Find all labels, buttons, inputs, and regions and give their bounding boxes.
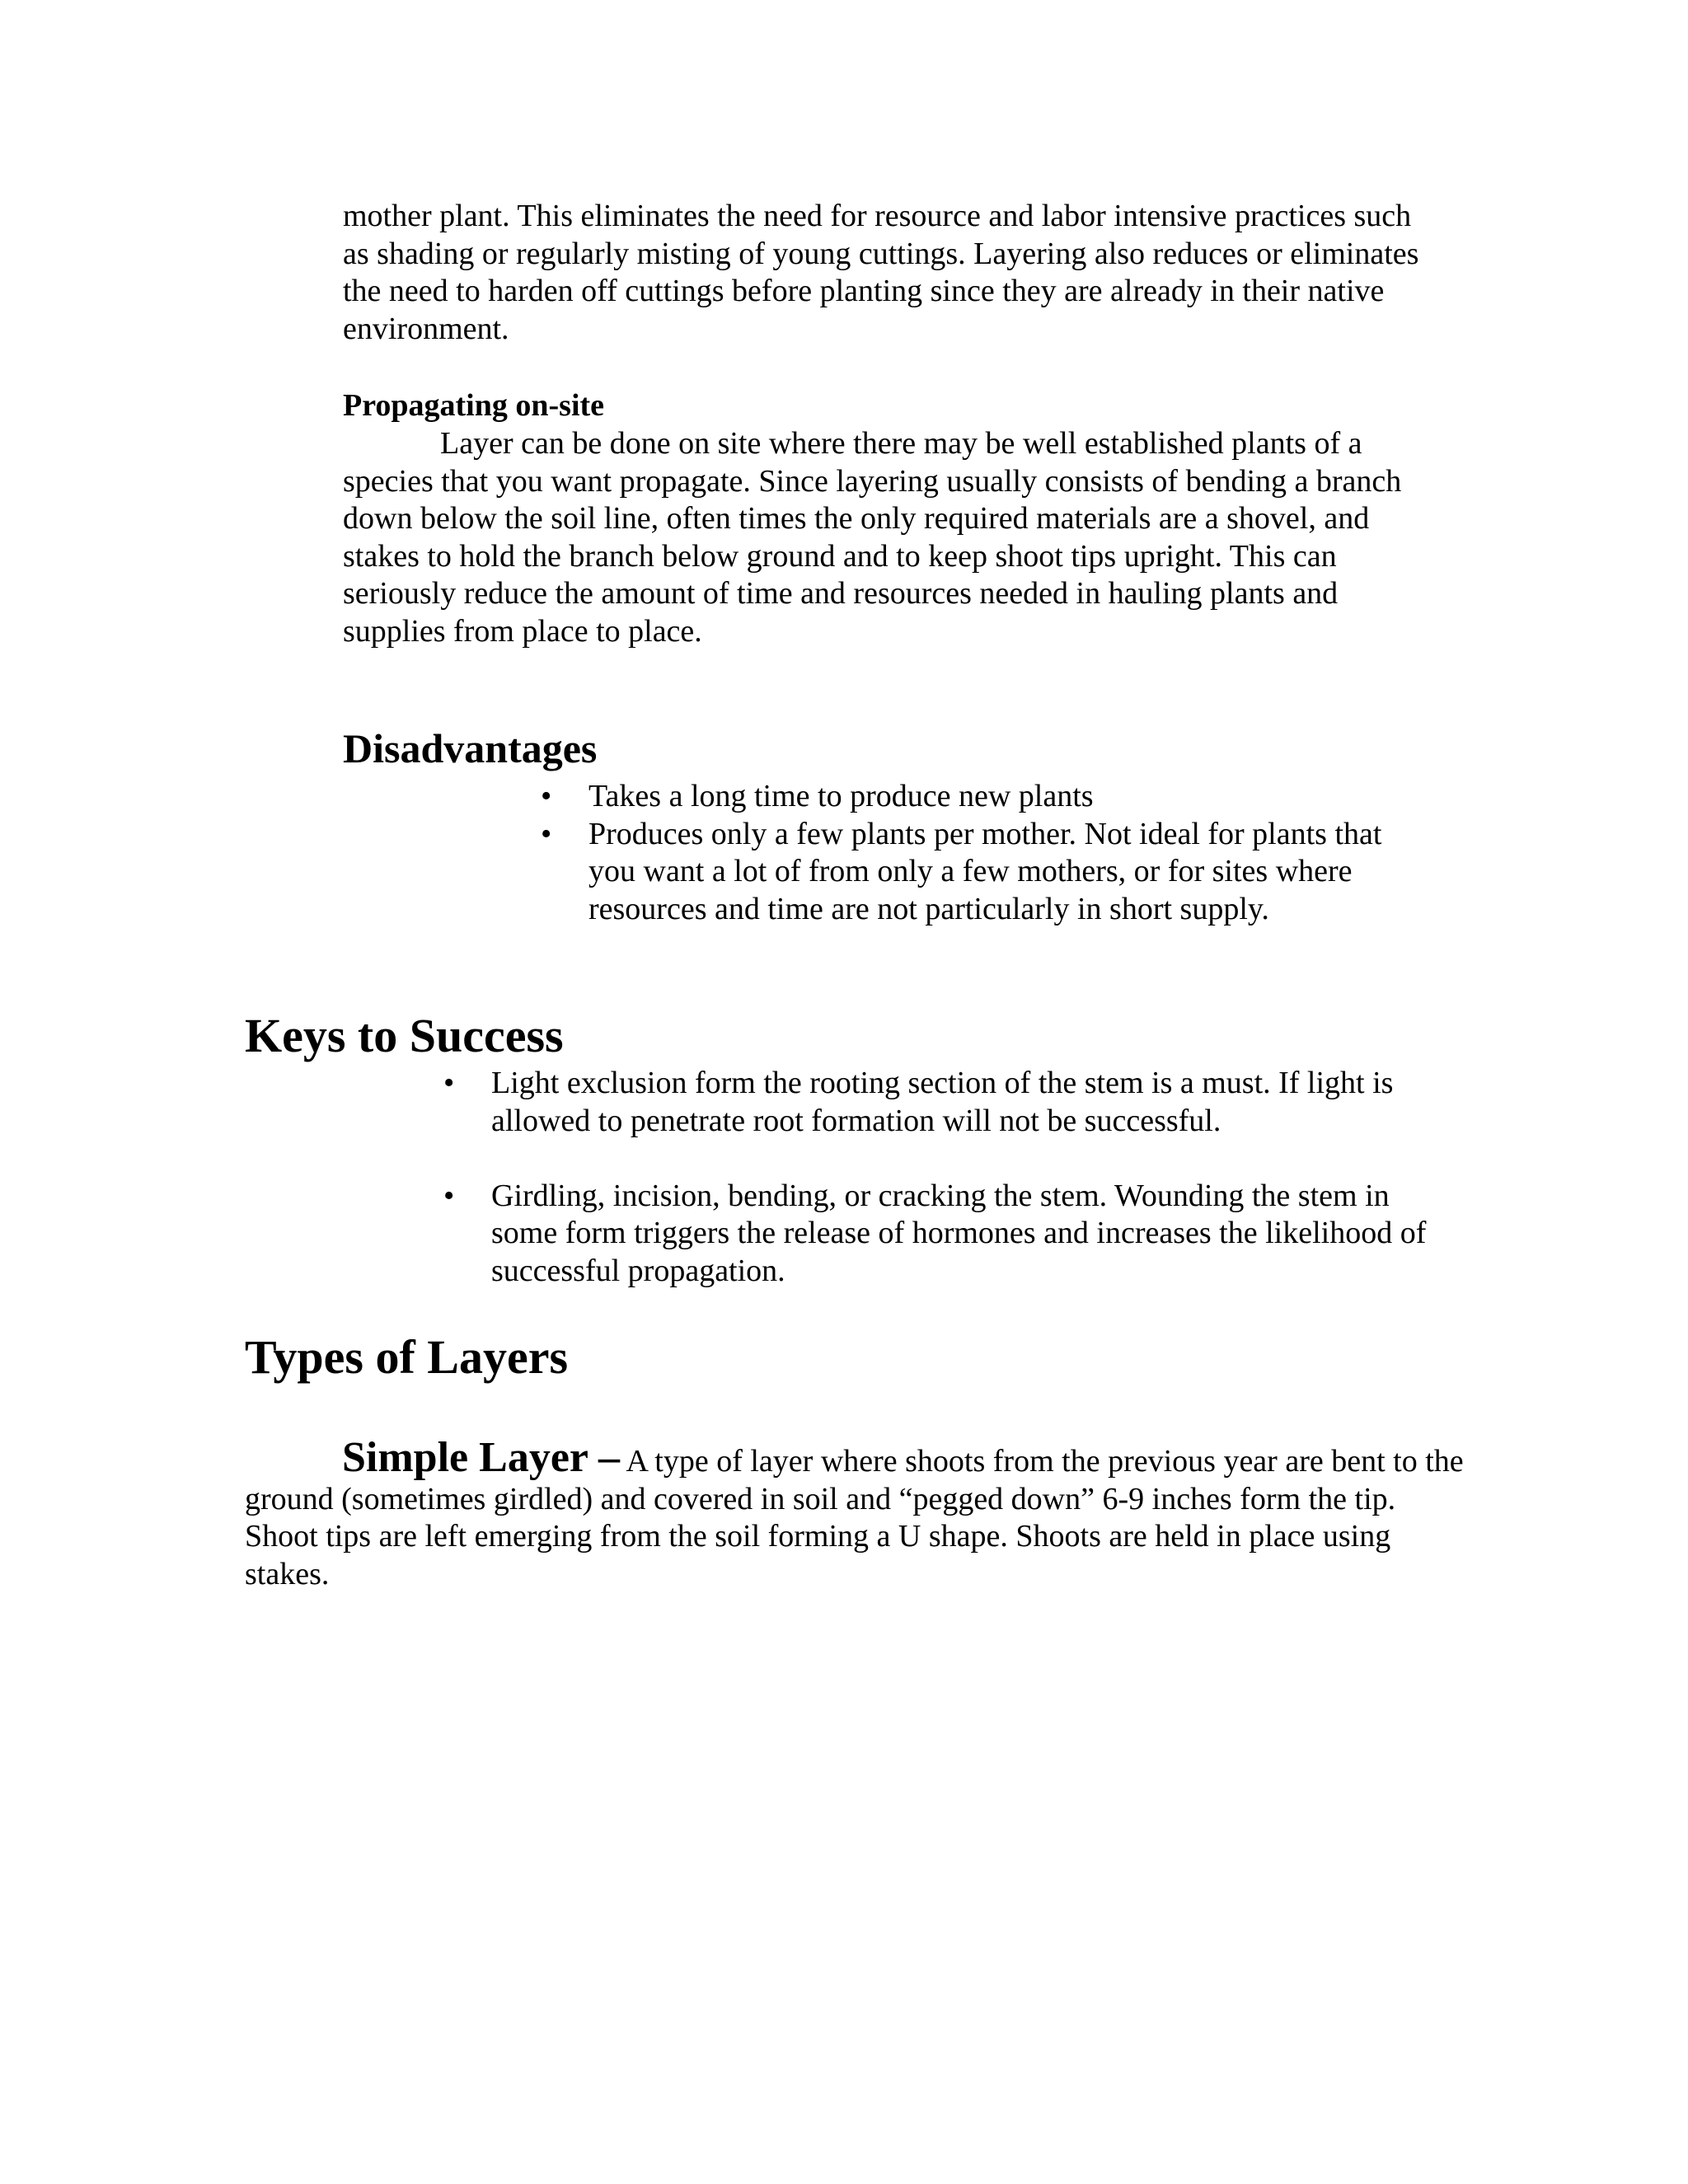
list-item xyxy=(541,816,1429,929)
keys-list xyxy=(443,1065,1431,1291)
bullet-icon: • xyxy=(443,1178,455,1213)
onsite-paragraph: Layer can be done on site where there may be well established plants of a species that you want propagate. Since layering usually consists of bending a branch down below the soil line, often times the only required materials are a shovel, and stakes to hold the branch below ground and to keep shoot tips upright. This can seriously reduce the amount of time and resources needed in hauling plants and supplies from place to place. xyxy=(343,426,1402,649)
onsite-heading: Propagating on-site xyxy=(343,388,605,423)
keys-heading: Keys to Success xyxy=(245,1009,564,1062)
simple-layer-paragraph xyxy=(245,1434,1465,1593)
simple-layer-term: Simple Layer – xyxy=(342,1434,621,1481)
simple-layer-text: A type of layer where shoots from the previous year are bent to the ground (sometimes girdled) and covered in soil and “pegged down” 6-9 inches form the tip. Shoot tips are left emerging from the soil forming a U shape. Shoots are held in place using stakes. xyxy=(245,1444,1464,1591)
disadvantages-list xyxy=(541,778,1429,928)
bullet-icon: • xyxy=(541,779,552,813)
disadvantage-text: Takes a long time to produce new plants xyxy=(588,779,1094,813)
bullet-icon: • xyxy=(541,816,552,851)
key-text: Light exclusion form the rooting section of the stem is a must. If light is allowed to penetrate root formation will not be successful. xyxy=(491,1066,1394,1138)
key-text: Girdling, incision, bending, or cracking the stem. Wounding the stem in some form triggers the release of hormones and increases the likelihood of successful propagation. xyxy=(491,1178,1427,1288)
disadvantage-text: Produces only a few plants per mother. Not ideal for plants that you want a lot of from only a few mothers, or for sites where resources and time are not particularly in short supply. xyxy=(588,816,1382,926)
list-item xyxy=(443,1065,1431,1140)
types-heading: Types of Layers xyxy=(245,1330,569,1384)
disadvantages-heading: Disadvantages xyxy=(343,725,598,771)
list-item xyxy=(541,778,1429,816)
intro-paragraph: mother plant. This eliminates the need for resource and labor intensive practices such as shading or regularly misting of young cuttings. Layering also reduces or eliminates the need to harden off cuttings before planting since they are already in their native environment. xyxy=(343,199,1419,346)
bullet-icon: • xyxy=(443,1066,455,1100)
list-item xyxy=(443,1178,1431,1291)
